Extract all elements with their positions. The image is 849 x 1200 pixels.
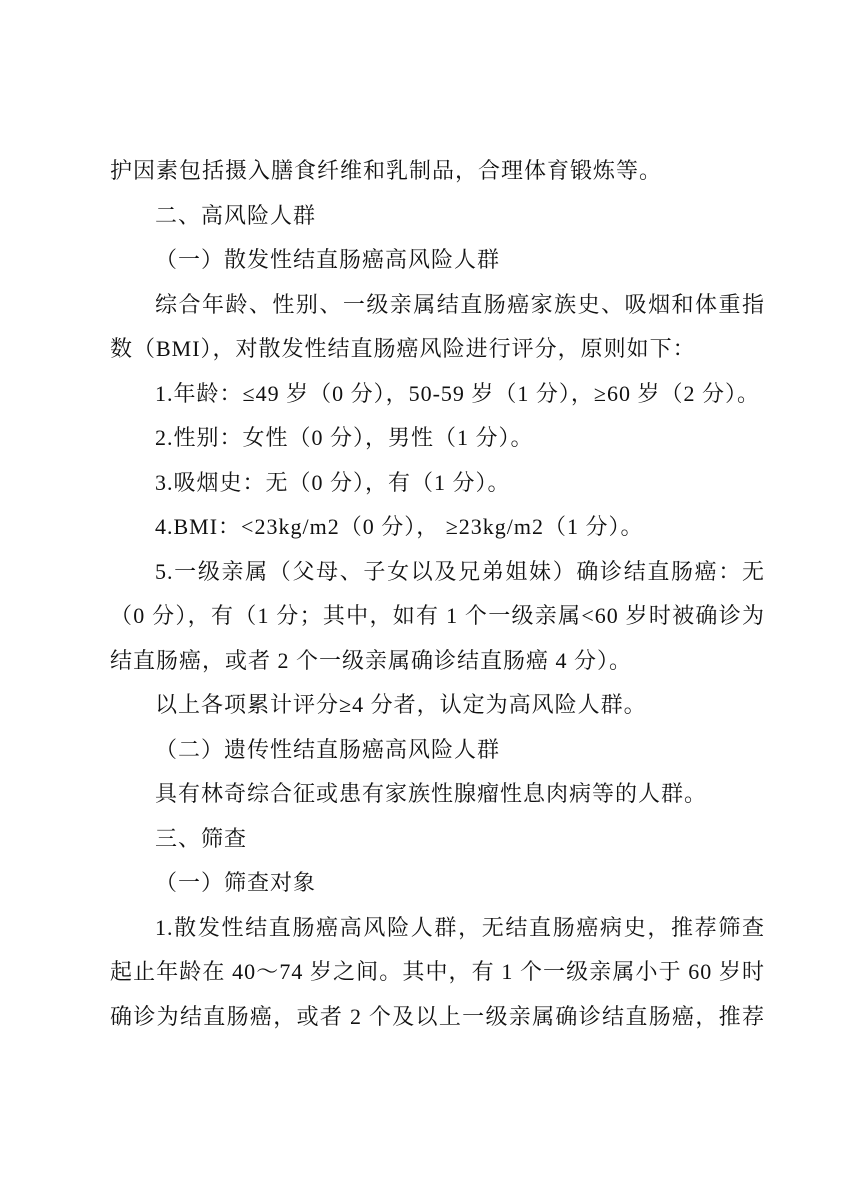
line-score-family-history-1: 5.一级亲属（父母、子女以及兄弟姐妹）确诊结直肠癌：无 — [155, 558, 765, 584]
heading-sporadic-crc-high-risk: （一）散发性结直肠癌高风险人群 — [155, 247, 501, 272]
line-protective-factors: 护因素包括摄入膳食纤维和乳制品，合理体育锻炼等。 — [110, 158, 663, 183]
document-text-block — [110, 149, 765, 1039]
heading-hereditary-crc-high-risk: （二）遗传性结直肠癌高风险人群 — [155, 736, 501, 762]
line-screening-target-1b: 起止年龄在 40～74 岁之间。其中，有 1 个一级亲属小于 60 岁时 — [110, 959, 765, 984]
heading-section-two-high-risk: 二、高风险人群 — [155, 202, 317, 228]
heading-section-three-screening: 三、筛查 — [155, 825, 248, 851]
line-hereditary-description: 具有林奇综合征或患有家族性腺瘤性息肉病等的人群。 — [155, 781, 708, 806]
line-scoring-intro-1: 综合年龄、性别、一级亲属结直肠癌家族史、吸烟和体重指 — [155, 291, 765, 317]
line-score-bmi: 4.BMI：<23kg/m2（0 分）， ≥23kg/m2（1 分）。 — [155, 514, 644, 539]
line-score-family-history-2: （0 分），有（1 分；其中，如有 1 个一级亲属<60 岁时被确诊为 — [110, 603, 765, 628]
line-screening-target-1a: 1.散发性结直肠癌高风险人群，无结直肠癌病史，推荐筛查 — [155, 914, 765, 940]
line-score-threshold: 以上各项累计评分≥4 分者，认定为高风险人群。 — [155, 692, 647, 717]
line-scoring-intro-2: 数（BMI），对散发性结直肠癌风险进行评分，原则如下： — [110, 336, 696, 361]
line-score-age: 1.年龄：≤49 岁（0 分），50-59 岁（1 分），≥60 岁（2 分）。 — [155, 380, 760, 406]
line-score-sex: 2.性别：女性（0 分），男性（1 分）。 — [155, 425, 534, 450]
heading-screening-targets: （一）筛查对象 — [155, 870, 317, 895]
line-screening-target-1c: 确诊为结直肠癌，或者 2 个及以上一级亲属确诊结直肠癌，推荐 — [110, 1003, 765, 1029]
line-score-family-history-3: 结直肠癌，或者 2 个一级亲属确诊结直肠癌 4 分）。 — [110, 647, 633, 673]
line-score-smoking: 3.吸烟史：无（0 分），有（1 分）。 — [155, 469, 511, 495]
